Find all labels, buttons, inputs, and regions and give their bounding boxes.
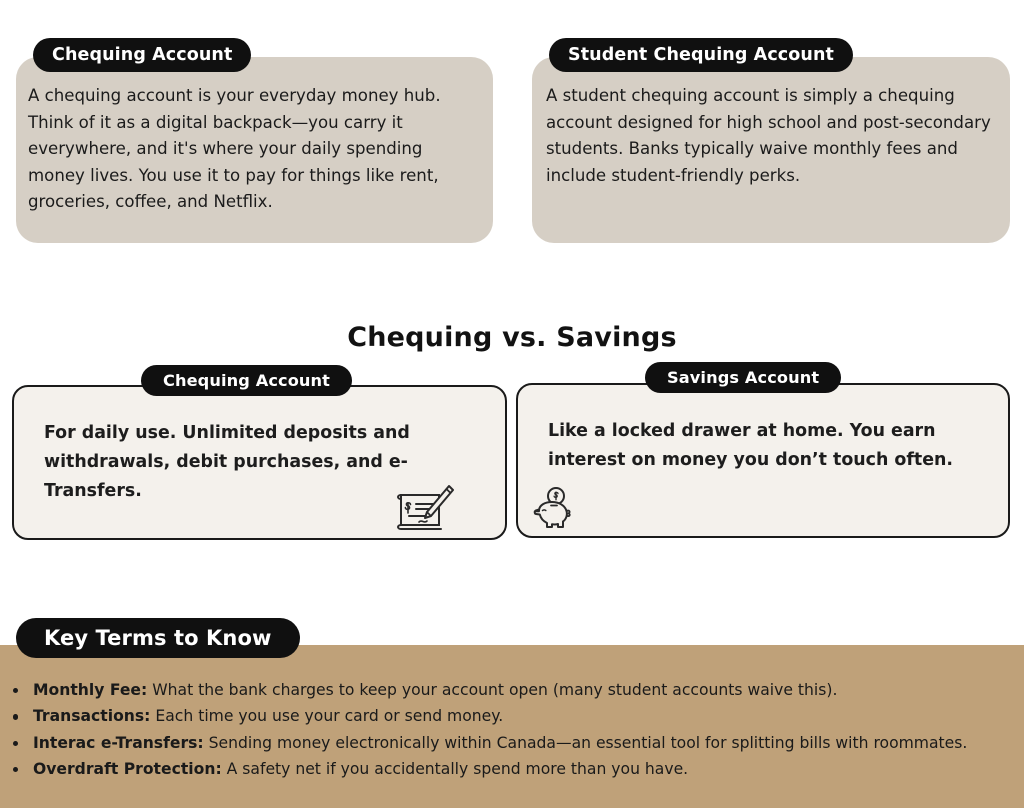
bullet-icon <box>13 741 18 746</box>
section-title-chequing-vs-savings: Chequing vs. Savings <box>347 322 677 353</box>
comparison-card-savings-body: Like a locked drawer at home. You earn interest on money you don’t touch often. <box>548 421 954 470</box>
piggy-bank-icon <box>529 487 579 533</box>
key-term-label: Interac e-Transfers: <box>33 733 204 752</box>
definition-card-chequing <box>16 57 493 243</box>
key-term-description: A safety net if you accidentally spend more than you have. <box>221 760 689 779</box>
definition-badge-chequing: Chequing Account <box>33 38 251 72</box>
key-term-description: Each time you use your card or send money. <box>150 707 504 726</box>
bullet-icon <box>13 767 18 772</box>
key-terms-badge: Key Terms to Know <box>16 618 300 658</box>
key-term-label: Overdraft Protection: <box>33 760 222 779</box>
key-term-description: What the bank charges to keep your account open (many student accounts waive this). <box>147 681 838 699</box>
key-term-description: Sending money electronically within Canada—an essential tool for splitting bills with roommates. <box>203 733 968 752</box>
bullet-icon <box>13 714 18 719</box>
comparison-badge-chequing: Chequing Account <box>141 365 352 396</box>
key-term-item <box>0 703 1024 729</box>
comparison-card-chequing-body: For daily use. Unlimited deposits and withdrawals, debit purchases, and e-Transfers. <box>44 423 410 501</box>
cheque-pen-icon <box>393 483 455 533</box>
comparison-card-savings <box>516 383 1010 538</box>
definition-badge-student-chequing: Student Chequing Account <box>549 38 853 72</box>
key-term-item <box>0 677 1024 703</box>
key-term-label: Transactions: <box>33 707 151 726</box>
bullet-icon <box>13 688 18 693</box>
comparison-badge-savings: Savings Account <box>645 362 841 393</box>
key-terms-band <box>0 645 1024 808</box>
key-term-item <box>0 730 1024 756</box>
key-terms-list <box>0 677 1024 783</box>
key-term-label: Monthly Fee: <box>33 681 148 699</box>
definition-card-student-chequing <box>532 57 1010 243</box>
definition-card-chequing-body: A chequing account is your everyday money hub. Think of it as a digital backpack—you carry it everywhere, and it's where your daily spending money lives. You use it to pay for things like rent, groceries, coffee, and Netflix. <box>28 86 441 211</box>
key-term-item <box>0 756 1024 782</box>
definition-card-student-chequing-body: A student chequing account is simply a chequing account designed for high school and post-secondary students. Banks typically waive monthly fees and include student-friendly perks. <box>546 86 991 185</box>
